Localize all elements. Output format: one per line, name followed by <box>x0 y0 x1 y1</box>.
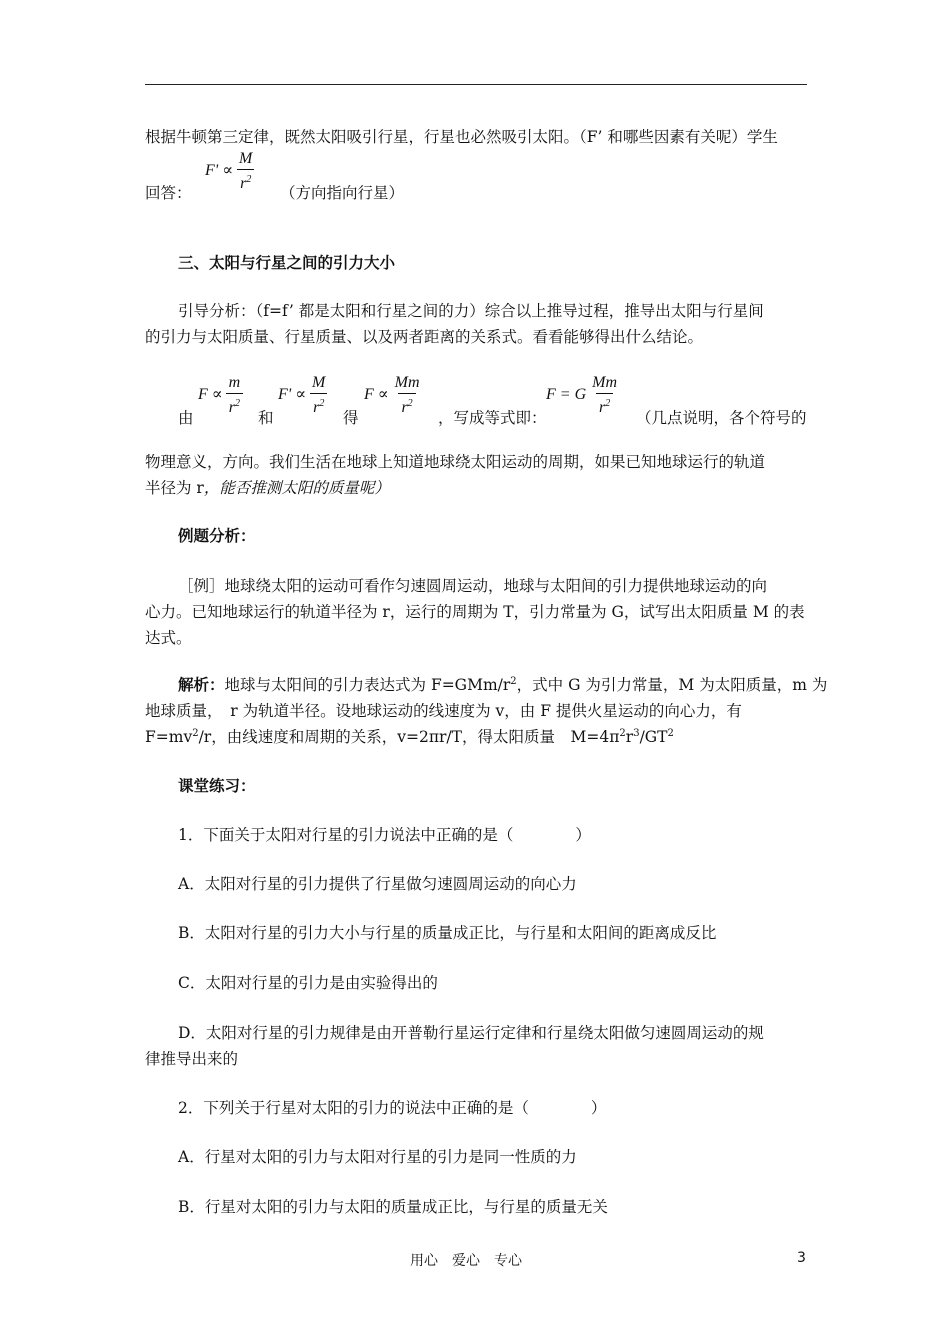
q2-stem: 2．下列关于行星对太阳的引力的说法中正确的是（ ） <box>178 1099 607 1117</box>
solution-line2: 地球质量， r 为轨道半径。设地球运动的线速度为 v，由 F 提供火星运动的向心力，有 <box>145 702 742 720</box>
practice-title: 课堂练习： <box>178 776 256 795</box>
solution-line1: 解析：地球与太阳间的引力表达式为 $F=GMm/r^2$，式中 G 为引力常量，M 为太阳质量，m 为 <box>178 675 828 694</box>
q1-option-d-line1: D．太阳对行星的引力规律是由开普勒行星运行定律和行星绕太阳做匀速圆周运动的规 <box>178 1024 764 1042</box>
p1-answer-label: 回答： <box>145 184 192 202</box>
q1-option-b: B．太阳对行星的引力大小与行星的质量成正比，与行星和太阳间的距离成反比 <box>178 924 717 942</box>
p2-line2: 的引力与太阳质量、行星质量、以及两者距离的关系式。看看能够得出什么结论。 <box>145 328 704 346</box>
p3-xie: ，写成等式即： <box>438 409 547 427</box>
formula-f-prime: F' ∝ $\frac{M}{r^2}$ <box>205 150 253 192</box>
p1-direction-note: （方向指向行星） <box>280 184 405 202</box>
p3-line3: 半径为 r，能否推测太阳的质量呢） <box>145 479 390 497</box>
p2-line1: 引导分析：（f=f’ 都是太阳和行星之间的力）综合以上推导过程，推导出太阳与行星间 <box>178 302 764 320</box>
p3-de: 得 <box>343 409 359 427</box>
example-line2: 心力。已知地球运行的轨道半径为 r，运行的周期为 T，引力常量为 G，试写出太阳质量 M 的表 <box>145 603 805 621</box>
solution-label: 解析： <box>178 675 225 694</box>
p3-line2: 物理意义，方向。我们生活在地球上知道地球绕太阳运动的周期，如果已知地球运行的轨道 <box>145 453 766 471</box>
formula-3: F ∝ $\frac{Mm}{r^2}$ <box>364 374 420 416</box>
example-title: 例题分析： <box>178 526 256 545</box>
page-number: 3 <box>797 1250 806 1266</box>
q1-option-a: A．太阳对行星的引力提供了行星做匀速圆周运动的向心力 <box>178 875 577 893</box>
p3-you: 由 <box>178 409 194 427</box>
formula-2: F' ∝ $\frac{M}{r^2}$ <box>278 374 326 416</box>
example-line3: 达式。 <box>145 629 192 647</box>
solution-line3: $F=mv^2/r$，由线速度和周期的关系，v=2πr/T，得太阳质量 $M=4\pi^2r^3/GT^2$ <box>145 728 674 746</box>
p3-he: 和 <box>258 409 274 427</box>
formula-4: F = G $\frac{Mm}{r^2}$ <box>546 374 618 416</box>
example-line1: ［例］地球绕太阳的运动可看作匀速圆周运动，地球与太阳间的引力提供地球运动的向 <box>178 577 768 595</box>
p1-line1: 根据牛顿第三定律，既然太阳吸引行星，行星也必然吸引太阳。（F’ 和哪些因素有关呢）学生 <box>145 128 778 146</box>
q2-option-a: A．行星对太阳的引力与太阳对行星的引力是同一性质的力 <box>178 1148 577 1166</box>
q1-option-d-line2: 律推导出来的 <box>145 1050 239 1068</box>
footer-motto: 用心 爱心 专心 <box>410 1253 522 1269</box>
header-rule <box>145 84 807 85</box>
q2-option-b: B．行星对太阳的引力与太阳的质量成正比，与行星的质量无关 <box>178 1198 608 1216</box>
q1-option-c: C．太阳对行星的引力是由实验得出的 <box>178 974 438 992</box>
p3-note: （几点说明，各个符号的 <box>636 409 807 427</box>
q1-stem: 1．下面关于太阳对行星的引力说法中正确的是（ ） <box>178 826 591 844</box>
section-title: 三、太阳与行星之间的引力大小 <box>178 253 396 272</box>
formula-1: F ∝ $\frac{m}{r^2}$ <box>198 374 243 417</box>
